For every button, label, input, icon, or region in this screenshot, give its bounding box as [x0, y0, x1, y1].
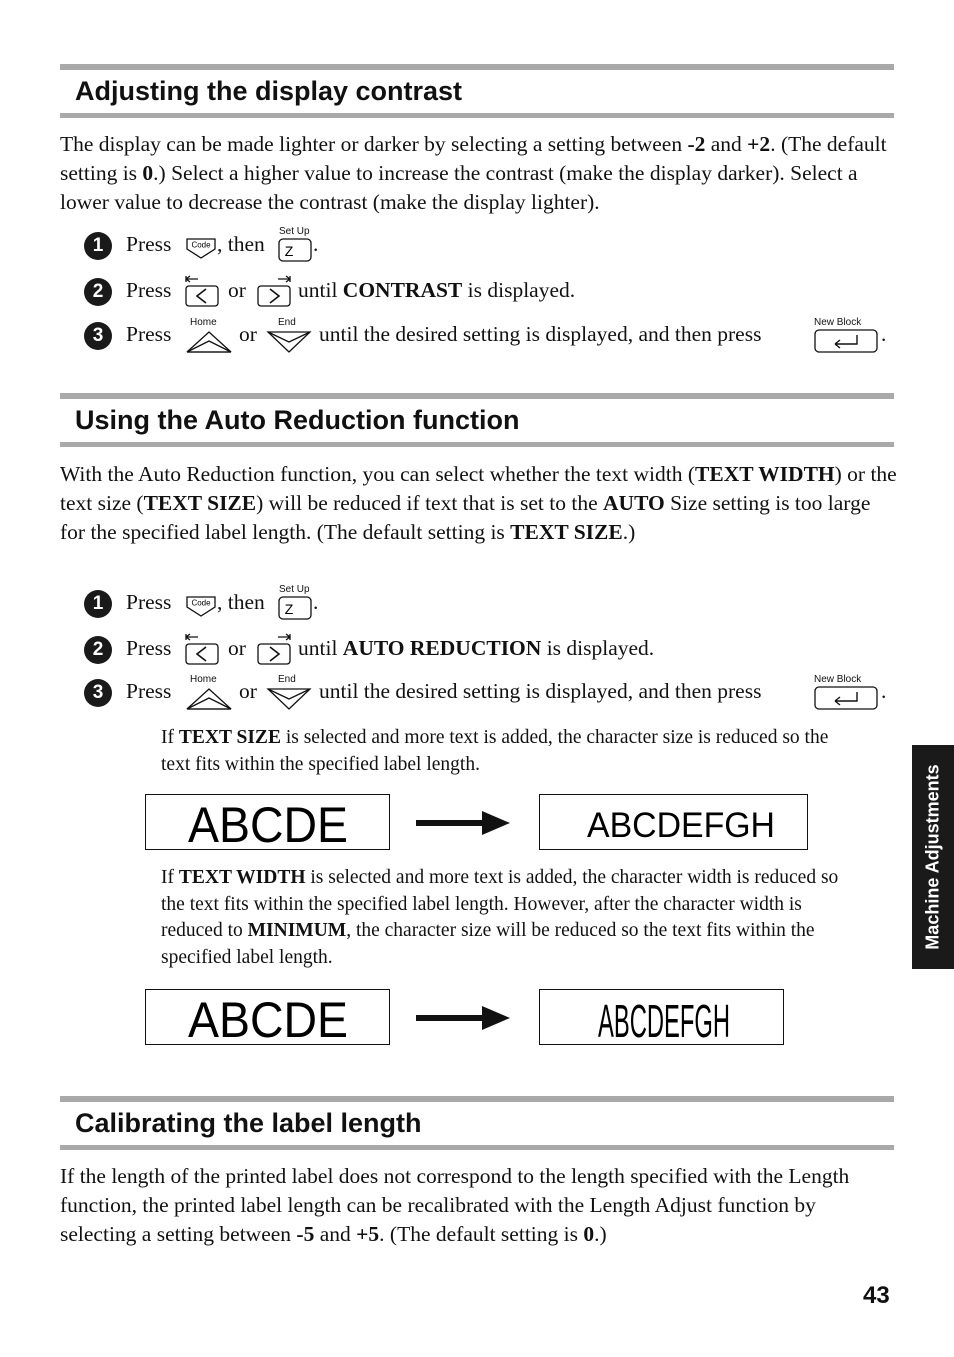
auto-reduction-step-1: [84, 586, 904, 626]
up-key-icon: [185, 685, 233, 719]
setting-name: CONTRAST: [342, 278, 463, 302]
step-text: or: [239, 322, 257, 346]
step-text: , then: [217, 590, 265, 614]
text-run: ) will be reduced if text that is set to the: [256, 491, 604, 515]
auto-reduction-intro-paragraph: [60, 460, 900, 547]
section-header-calibrating: [60, 1096, 894, 1150]
text-run: , the character size will be reduced so the text fits within the specified label length.: [161, 920, 815, 968]
step-text: until AUTO REDUCTION is displayed.: [298, 636, 655, 660]
bold-run: TEXT SIZE: [178, 727, 281, 748]
key-label: Z: [284, 243, 294, 259]
section-title: Using the Auto Reduction function: [75, 405, 520, 435]
contrast-intro-paragraph: [60, 130, 900, 217]
step-text: Press: [126, 590, 172, 614]
down-key-icon: [266, 328, 312, 362]
step-number: 2: [84, 636, 112, 664]
chapter-title: Machine Adjustments: [922, 764, 943, 950]
enter-key-icon: [813, 328, 879, 360]
enter-key-icon: [813, 685, 879, 717]
text-run: . (The default setting is: [379, 1222, 584, 1246]
step-number: 1: [84, 232, 112, 260]
display-text: ABCDE: [188, 797, 348, 853]
text-run: . (The default setting is: [60, 132, 887, 185]
bold-run: -2: [687, 132, 706, 156]
z-key-icon: [277, 237, 313, 269]
section-header-contrast: [60, 64, 894, 118]
step-text: or: [228, 636, 246, 660]
display-example-before-2: [145, 989, 390, 1048]
section-header-auto-reduction: [60, 393, 894, 447]
key-label: Z: [284, 601, 294, 617]
contrast-step-1: [84, 228, 904, 268]
step-text: .: [313, 590, 319, 614]
down-key-icon: [266, 685, 312, 719]
setting-name: AUTO REDUCTION: [342, 636, 542, 660]
text-run: and: [314, 1222, 357, 1246]
left-arrow-key-icon: [184, 630, 220, 672]
newblock-key-label: New Block: [814, 317, 862, 328]
bold-run: TEXT WIDTH: [178, 867, 306, 888]
bold-run: 0: [583, 1222, 595, 1246]
display-text: ABCDE: [188, 992, 348, 1048]
step-text: or: [228, 278, 246, 302]
right-arrow-key-icon: [256, 272, 292, 314]
bold-run: +5: [356, 1222, 380, 1246]
text-run: .) Select a higher value to increase the contrast (make the display darker). Select a lower value to decrease the contrast (make the display lighter).: [60, 161, 858, 214]
text-width-note: [161, 865, 841, 971]
step-text: until the desired setting is displayed, and then press: [319, 322, 762, 346]
key-label: Code: [191, 598, 211, 608]
display-example-before: [145, 794, 390, 853]
text-run: .): [594, 1222, 607, 1246]
bold-run: -5: [296, 1222, 315, 1246]
bold-run: TEXT WIDTH: [695, 462, 835, 486]
text-run: and: [705, 132, 748, 156]
page-number: 43: [863, 1282, 890, 1309]
text-run: If the length of the printed label does not correspond to the length specified with the Length function, the printed label length can be recalibrated with the Length Adjust function by selecting a setting between: [60, 1164, 850, 1246]
step-text: Press: [126, 278, 172, 302]
right-arrow-icon: [416, 807, 512, 844]
text-run: is selected and more text is added, the character size is reduced so the text fits within the specified label length.: [161, 727, 829, 775]
step-number: 1: [84, 590, 112, 618]
display-text: ABCDEFGH: [598, 995, 730, 1047]
text-run: If: [161, 867, 179, 888]
newblock-key-label: New Block: [814, 674, 862, 685]
text-run: Size setting is too large for the specified label length. (The default setting is: [60, 491, 871, 544]
section-title: Calibrating the label length: [75, 1108, 422, 1138]
left-arrow-key-icon: [184, 272, 220, 314]
end-key-label: End: [278, 674, 296, 685]
step-text: Press: [126, 679, 172, 703]
bold-run: 0: [142, 161, 154, 185]
text-run: The display can be made lighter or darker by selecting a setting between: [60, 132, 688, 156]
bold-run: TEXT SIZE: [143, 491, 257, 515]
text-run: is selected and more text is added, the character width is reduced so the text fits within the specified label length. However, after the character width is reduced to: [161, 867, 839, 941]
step-text: or: [239, 679, 257, 703]
bold-run: TEXT SIZE: [510, 520, 623, 544]
code-key-icon: [184, 236, 218, 266]
text-size-note: [161, 725, 841, 778]
text-run: If: [161, 727, 179, 748]
section-title: Adjusting the display contrast: [75, 76, 463, 106]
auto-reduction-step-2: [84, 632, 904, 672]
key-label: Code: [191, 240, 211, 250]
contrast-step-2: [84, 274, 904, 314]
step-text: Press: [126, 636, 172, 660]
step-text: .: [881, 679, 887, 703]
auto-reduction-step-3: [84, 675, 904, 715]
code-key-icon: [184, 594, 218, 624]
setup-key-label: Set Up: [279, 584, 310, 595]
setup-key-label: Set Up: [279, 226, 310, 237]
step-text: , then: [217, 232, 265, 256]
right-arrow-icon: [416, 1002, 512, 1039]
bold-run: +2: [747, 132, 771, 156]
z-key-icon: [277, 595, 313, 627]
step-text: until the desired setting is displayed, and then press: [319, 679, 762, 703]
end-key-label: End: [278, 317, 296, 328]
text-run: ) or the text size (: [60, 462, 897, 515]
calibrating-intro-paragraph: [60, 1162, 890, 1249]
step-number: 2: [84, 278, 112, 306]
display-example-text-size: [539, 794, 808, 850]
contrast-step-3: [84, 318, 904, 358]
bold-run: MINIMUM: [247, 920, 347, 941]
display-text: ABCDEFGH: [587, 806, 775, 845]
step-text: Press: [126, 232, 172, 256]
up-key-icon: [185, 328, 233, 362]
home-key-label: Home: [190, 317, 217, 328]
step-text: Press: [126, 322, 172, 346]
step-text: .: [313, 232, 319, 256]
step-text: .: [881, 322, 887, 346]
text-run: With the Auto Reduction function, you can select whether the text width (: [60, 462, 696, 486]
step-text: until CONTRAST is displayed.: [298, 278, 576, 302]
home-key-label: Home: [190, 674, 217, 685]
display-example-text-width: [539, 989, 784, 1045]
step-number: 3: [84, 322, 112, 350]
text-run: .): [622, 520, 636, 544]
bold-run: AUTO: [603, 491, 665, 515]
step-number: 3: [84, 679, 112, 707]
right-arrow-key-icon: [256, 630, 292, 672]
chapter-side-tab: [912, 745, 954, 969]
